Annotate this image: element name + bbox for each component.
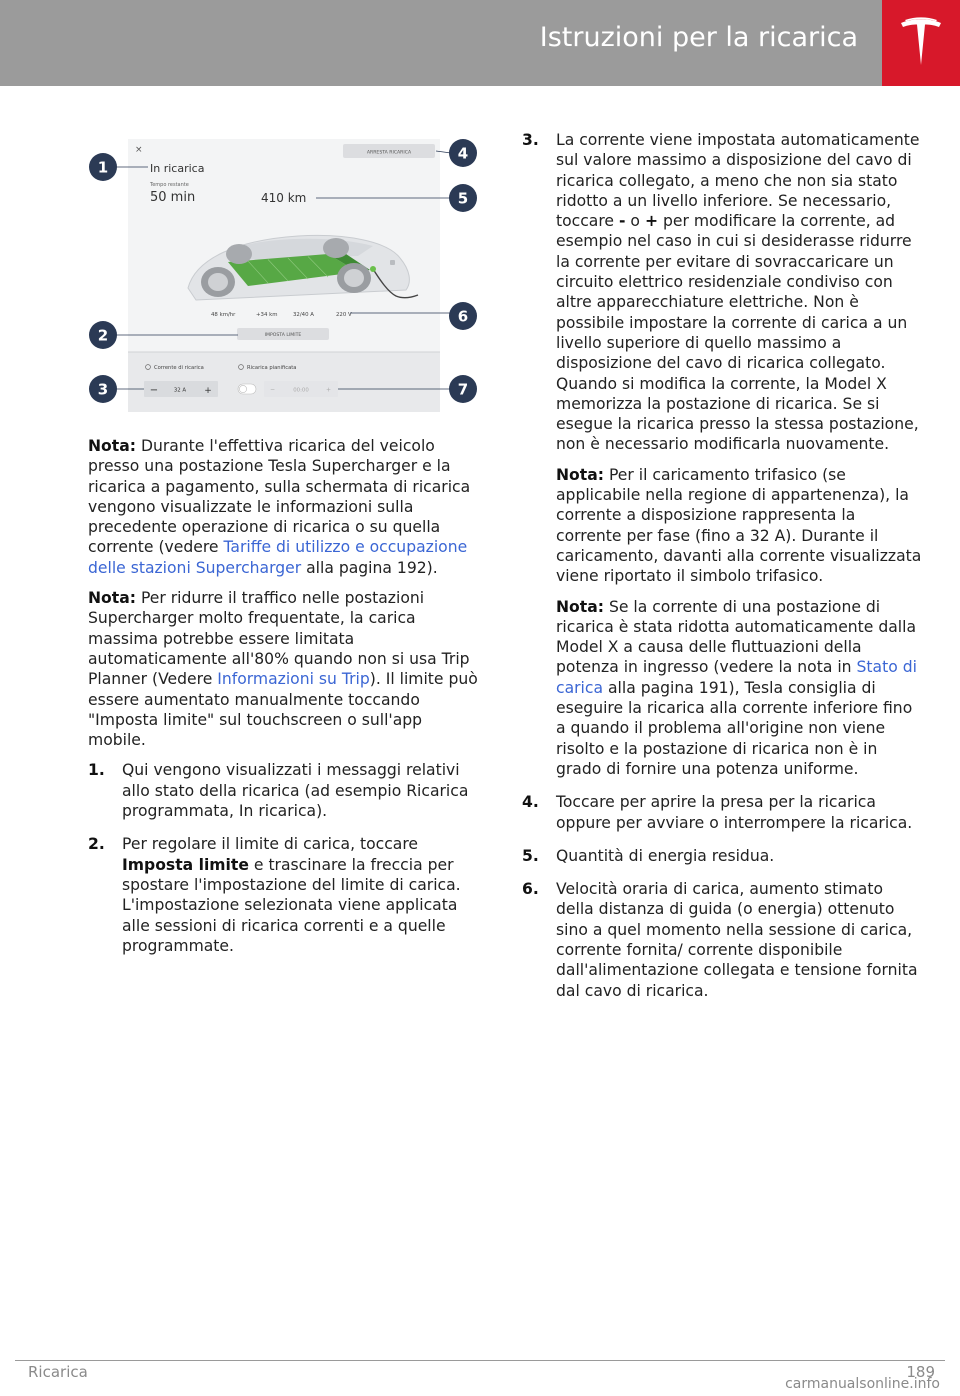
link-trip-info[interactable]: Informazioni su Trip (217, 670, 370, 689)
list-item-5: 5. Quantità di energia residua. (522, 846, 775, 865)
current-minus-button[interactable]: − (149, 385, 159, 396)
callout-3 (89, 375, 117, 403)
callout-5 (449, 184, 477, 212)
link-supercharger-fees[interactable]: Tariffe di utilizzo e occupazione delle stazioni Supercharger (88, 538, 468, 577)
scheduled-time-value: 00:00 (293, 387, 309, 394)
svg-text:4: 4 (457, 144, 469, 163)
watermark: carmanualsonline.info (785, 1376, 940, 1392)
list-item-1: 1. Qui vengono visualizzati i messaggi relativi allo stato della ricarica (ad esempio Ricarica programmata, In ricarica). (88, 761, 469, 821)
note-three-phase: Nota: Per il caricamento trifasico (se applicabile nella regione di appartenenza), la corrente a disposizione rappresenta la corrente per fase (fino a 32 A). Durante il caricamento, davanti alla corrente visualizzata viene riportato il simbolo trifasico. (556, 465, 922, 586)
stop-charging-label: ARRESTA RICARICA (366, 150, 412, 156)
callout-4 (449, 139, 477, 167)
callout-6 (449, 302, 477, 330)
svg-text:1: 1 (97, 158, 109, 177)
charging-screen-figure (88, 130, 488, 415)
current-stepper-value: 32 A (173, 387, 187, 394)
charging-current-label: Corrente di ricarica (154, 365, 204, 371)
page-title: Istruzioni per la ricarica (539, 22, 858, 53)
svg-text:7: 7 (457, 380, 469, 399)
svg-text:5: 5 (457, 189, 469, 208)
list-item-2: 2. Per regolare il limite di carica, toccare Imposta limite e trascinare la freccia per spostare l'impostazione del limite di carica. L'impostazione selezionata viene applicata alle sessioni di ricarica correnti e a quelle programmate. (88, 835, 461, 955)
rate-value: 48 km/hr (211, 312, 236, 318)
svg-text:6: 6 (457, 307, 469, 326)
svg-text:2: 2 (97, 326, 109, 345)
note-trip-planner: Nota: Per ridurre il traffico nelle postazioni Supercharger molto frequentate, la carica massima potrebbe essere limitata automaticamente all'80% quando non si usa Trip Planner (Vedere Informazioni su Trip). Il limite può essere aumentato manualmente toccando "Imposta limite" sul touchscreen o sull'app mobile. (88, 589, 478, 750)
list-item-4: 4. Toccare per aprire la presa per la ricarica oppure per avviare o interrompere la ricarica. (522, 793, 913, 832)
status-text: In ricarica (150, 162, 205, 175)
time-value: 50 min (150, 190, 196, 205)
close-icon[interactable]: × (135, 145, 143, 155)
lock-icon (390, 260, 395, 265)
range-value: 410 km (261, 191, 307, 205)
svg-text:+: + (326, 386, 332, 394)
link-charge-status[interactable]: Stato di carica (556, 658, 917, 697)
set-limit-label: IMPOSTA LIMITE (264, 333, 302, 338)
voltage-value: 220 V (336, 312, 352, 318)
current-plus-button[interactable]: + (204, 386, 212, 396)
current-value: 32/40 A (293, 312, 314, 318)
time-label: Tempo restante (150, 182, 189, 188)
footer-divider (15, 1360, 945, 1361)
list-item-6: 6. Velocità oraria di carica, aumento stimato della distanza di guida (o energia) ottenuto sino a quel momento nella sessione di carica, corrente fornita/ corrente disponibile dall'alimentazione collegata e tensione fornita dal cavo di ricarica. (522, 880, 918, 1000)
note-reduced-current: Nota: Se la corrente di una postazione di ricarica è stata ridotta automaticamente dalla Model X a causa delle fluttuazioni della potenza in ingresso (vedere la nota in Stato di carica alla pagina 191), Tesla consiglia di eseguire la ricarica alla corrente inferiore fino a quando il problema all'origine non viene risolto e la postazione di ricarica non è in grado di fornire una potenza uniforme. (556, 597, 917, 778)
right-column (522, 130, 922, 1014)
svg-text:3: 3 (97, 380, 109, 399)
callout-1 (89, 153, 117, 181)
left-column (88, 436, 482, 969)
note-supercharger-fees: Nota: Durante l'effettiva ricarica del veicolo presso una postazione Tesla Supercharger e la ricarica a pagamento, sulla schermata di ricarica vengono visualizzate le informazioni sulla precedente operazione di ricarica o su quella corrente (vedere Tariffe di utilizzo e occupazione delle stazioni Supercharger alla pagina 192). (88, 437, 471, 577)
page-number: 189 (906, 1363, 935, 1381)
page-header (0, 0, 960, 86)
svg-text:−: − (270, 386, 276, 394)
tesla-logo-icon (898, 17, 944, 69)
callout-2 (89, 321, 117, 349)
scheduled-charging-label: Ricarica pianificata (247, 365, 297, 371)
callout-7 (449, 375, 477, 403)
list-item-3: 3. La corrente viene impostata automaticamente sul valore massimo a disposizione del cavo di ricarica collegato, a meno che non sia stato ridotto a un livello inferiore. Se necessario, toccare - o + per modificare la corrente, ad esempio nel caso in cui si desiderasse ridurre la corrente per evitare di sovraccaricare un circuito elettrico residenziale condiviso con altre apparecchiature elettriche. Non è possibile impostare la corrente di carica a un livello superiore di quello massimo a disposizione del cavo di ricarica collegato. Quando si modifica la corrente, la Model X memorizza la postazione di ricarica. Se si esegue la ricarica presso la stessa postazione, non è necessario modificarla nuovamente. Nota: Per il caricamento trifasico (se applicabile nella regione di appartenenza), la corrente a disposizione rappresenta la corrente per fase (fino a 32 A). Durante il caricamento, davanti alla corrente visualizzata viene riportato il simbolo trifasico. Nota: Se la corrente di una postazione di ricarica è stata ridotta automaticamente dalla Model X a causa delle fluttuazioni della potenza in ingresso (vedere la nota in Stato di carica alla pagina 191), Tesla consiglia di eseguire la ricarica alla corrente inferiore fino a quando il problema all'origine non viene risolto e la postazione di ricarica non è in grado di fornire una potenza uniforme. (522, 131, 922, 778)
charge-port-icon (370, 266, 376, 272)
footer-section: Ricarica (28, 1363, 88, 1381)
tesla-logo (882, 0, 960, 86)
added-range-value: +34 km (256, 312, 278, 318)
